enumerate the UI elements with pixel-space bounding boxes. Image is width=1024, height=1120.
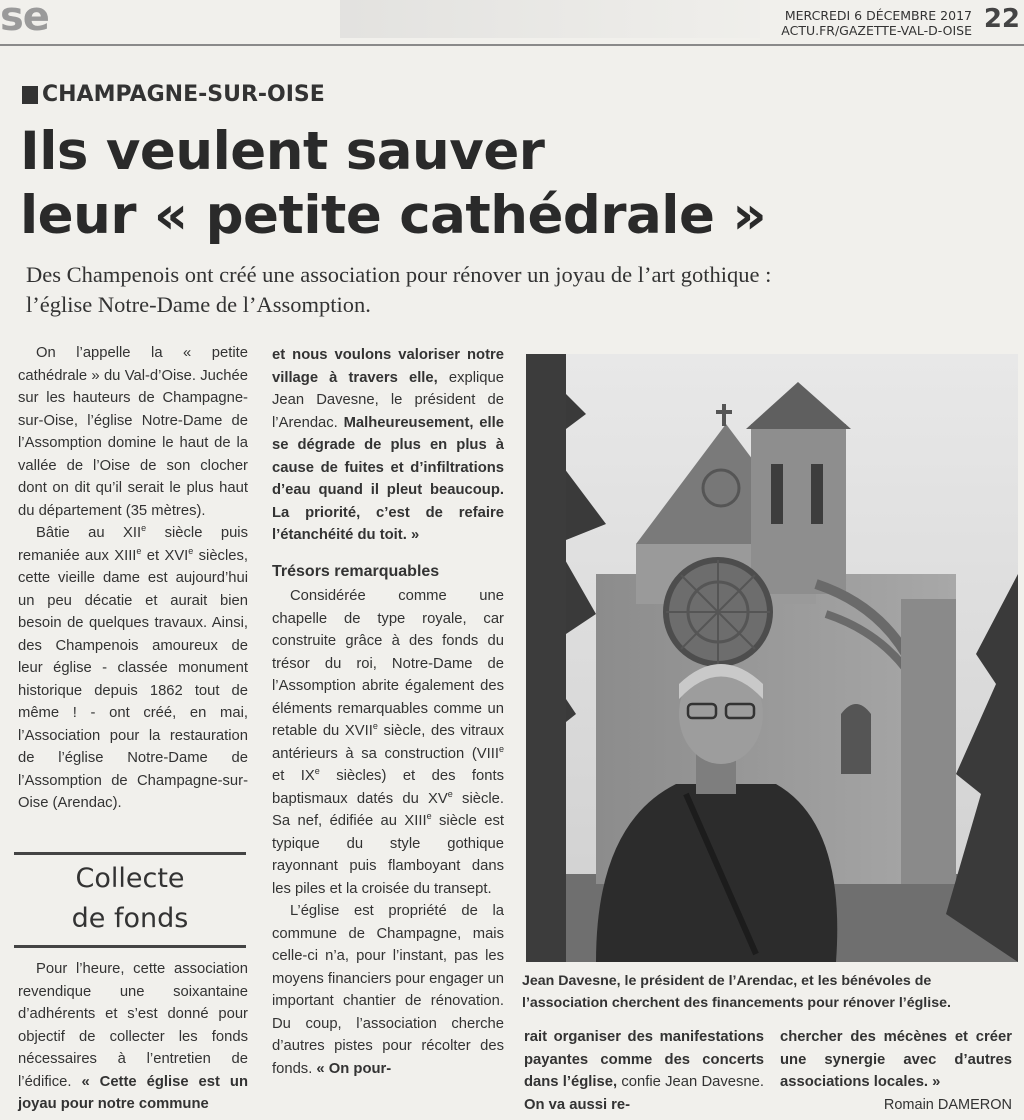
rubric-square-icon bbox=[22, 86, 38, 104]
quote-run: et nous voulons valoriser notre village à travers elle, bbox=[272, 347, 504, 386]
photo-caption: Jean Davesne, le président de l’Arendac, et les bénévoles de l’association cherchent des financements pour rénover l’église. bbox=[522, 973, 951, 1011]
quote-run: rait organiser des manifestations payantes comme des concerts dans l’église, bbox=[524, 1029, 764, 1090]
masthead-fragment: se bbox=[0, 0, 49, 40]
rubric-label: CHAMPAGNE-SUR-OISE bbox=[42, 82, 325, 107]
issue-date: MERCREDI 6 DÉCEMBRE 2017 bbox=[784, 8, 972, 23]
page-number: 22 bbox=[983, 4, 1020, 34]
col4-paragraph-1: chercher des mécènes et créer une synergie avec d’autres associations locales. » bbox=[780, 1029, 1012, 1090]
headline-line-1: Ils veulent sauver bbox=[20, 121, 545, 182]
text-run: et IX bbox=[272, 768, 315, 784]
box-paragraph-1 bbox=[18, 958, 248, 1116]
headline-line-2: leur « petite cathédrale » bbox=[20, 185, 767, 246]
quote-run: On va aussi re- bbox=[524, 1096, 631, 1113]
text-run: siècle. Sa nef, édifiée au XIII bbox=[272, 790, 504, 829]
article-column-3 bbox=[524, 1026, 764, 1116]
article-column-4 bbox=[780, 1026, 1012, 1116]
quote-run: Malheureusement, elle se dégrade de plus en plus à cause de fuites et d’infiltrations d’eau quand il pleut beaucoup. La priorité, c’est de refaire l’étanchéité du toit. » bbox=[272, 414, 504, 543]
sidebar-box-title bbox=[14, 852, 246, 948]
text-run: siècles) et des fonts baptismaux datés du XV bbox=[272, 768, 504, 807]
col2-paragraph-2 bbox=[272, 585, 504, 900]
text-run: explique Jean Davesne, le président de l’Arendac. bbox=[272, 369, 504, 431]
col2-paragraph-1 bbox=[272, 344, 504, 547]
church-photo-illustration bbox=[526, 354, 1018, 962]
text-run: L’église est propriété de la commune de Champagne, mais celle-ci n’a, pour l’instant, pas les moyens financiers pour engager un important chantier de rénovation. Du coup, l’association cherche d’autres pistes pour récolter des fonds. bbox=[272, 903, 504, 1077]
superscript: e bbox=[141, 523, 147, 534]
text-run: siècles, cette vieille dame est aujourd’hui un peu décatie et aurait bien besoin de quelques travaux. Ainsi, des Champenois amoureux de leur église - classée monument historique depuis 1862 tout de même ! - ont créé, en mai, l’Association pour la restauration de l’église Notre-Dame de l’Assomption de Champagne-sur-Oise (Arendac). bbox=[18, 547, 248, 811]
text-run: siècle puis remaniée aux XIII bbox=[18, 525, 248, 564]
author-byline: Romain DAMERON bbox=[883, 1096, 1012, 1113]
header-dateline bbox=[781, 8, 972, 38]
church-photo bbox=[526, 354, 1018, 962]
article-standfirst bbox=[26, 260, 1016, 320]
text-run: Bâtie au XII bbox=[36, 525, 142, 541]
text-run: et XVI bbox=[141, 547, 189, 564]
standfirst-line-2: l’église Notre-Dame de l’Assomption. bbox=[26, 292, 371, 317]
superscript: e bbox=[447, 788, 453, 799]
quote-run: « On pour- bbox=[316, 1060, 392, 1077]
section-rubric bbox=[22, 82, 325, 107]
site-url: ACTU.FR/GAZETTE-VAL-D-OISE bbox=[781, 23, 972, 38]
article-column-1 bbox=[18, 342, 248, 815]
text-run: siècle, des vitraux antérieurs à sa construction (VIII bbox=[272, 723, 504, 762]
col1-paragraph-2 bbox=[18, 522, 248, 815]
article-column-2 bbox=[272, 344, 504, 1080]
box-title-line-1: Collecte bbox=[75, 863, 185, 894]
superscript: e bbox=[426, 811, 432, 822]
article-column-1-box bbox=[18, 958, 248, 1116]
quote-run: « Cette église est un joyau pour notre commune bbox=[18, 1073, 248, 1112]
col2-paragraph-3 bbox=[272, 900, 504, 1080]
superscript: e bbox=[498, 743, 504, 754]
bleed-through-strip bbox=[340, 0, 760, 38]
col3-paragraph-1 bbox=[524, 1026, 764, 1116]
superscript: e bbox=[314, 766, 320, 777]
text-run: siècle est typique du style gothique rayonnant puis flamboyant dans les piles et la croisée du transept. bbox=[272, 813, 504, 897]
article-headline bbox=[20, 120, 920, 248]
subheading: Trésors remarquables bbox=[272, 562, 440, 580]
text-run: confie Jean Davesne. bbox=[617, 1074, 764, 1090]
text-run: Pour l’heure, cette association revendique une soixantaine d’adhérents et s’est donné pour objectif de collecter les fonds nécessaires à l’entretien de l’édifice. bbox=[18, 961, 248, 1090]
text-run: Considérée comme une chapelle de type royale, car construite grâce à des fonds du trésor du roi, Notre-Dame de l’Assomption abrite également des éléments remarquables comme un retable du XVII bbox=[272, 588, 504, 739]
col1-paragraph-1: On l’appelle la « petite cathédrale » du Val-d’Oise. Juchée sur les hauteurs de Champagne-sur-Oise, l’église Notre-Dame de l’Assomption domine le haut de la vallée de l’Oise de son clocher dont on dit qu’il serait le plus haut du département (35 mètres). bbox=[18, 345, 248, 519]
superscript: e bbox=[188, 545, 194, 556]
superscript: e bbox=[136, 545, 142, 556]
standfirst-line-1: Des Champenois ont créé une association pour rénover un joyau de l’art gothique : bbox=[26, 262, 772, 287]
box-title-line-2: de fonds bbox=[71, 903, 189, 934]
header-divider bbox=[0, 44, 1024, 46]
superscript: e bbox=[372, 721, 378, 732]
